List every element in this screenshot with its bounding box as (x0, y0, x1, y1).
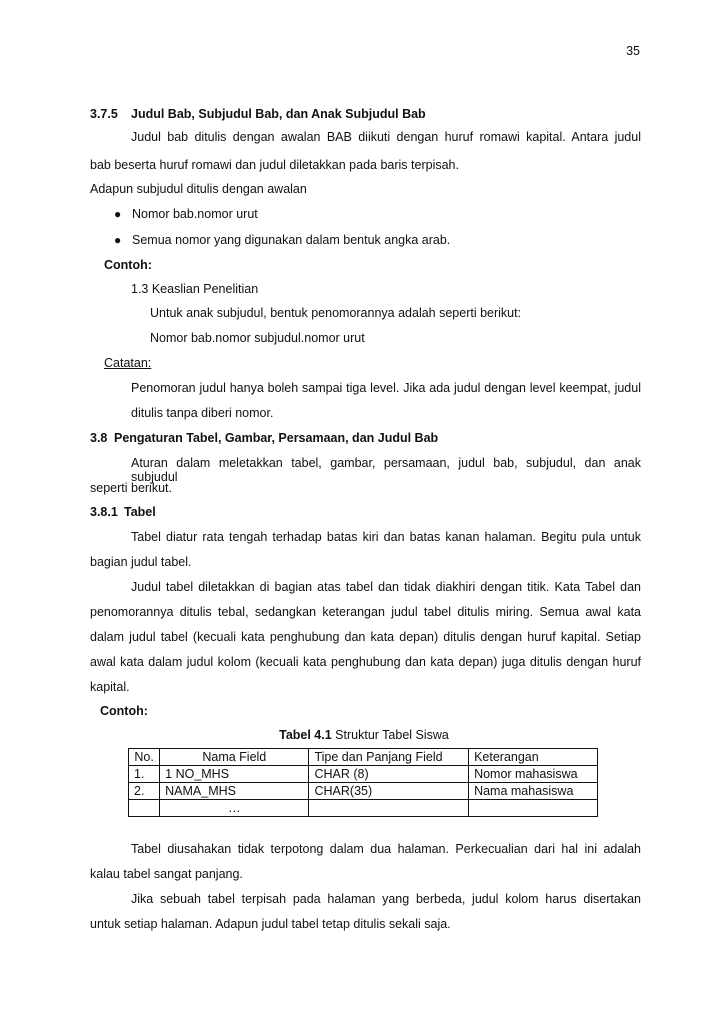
section-title: Judul Bab, Subjudul Bab, dan Anak Subjudul Bab (131, 107, 426, 121)
note-line: ditulis tanpa diberi nomor. (131, 406, 274, 420)
table-header-cell: Tipe dan Panjang Field (309, 749, 469, 766)
paragraph-line: Adapun subjudul ditulis dengan awalan (90, 182, 307, 196)
bullet-icon: ● (114, 233, 122, 247)
table-cell: 2. (129, 783, 160, 800)
paragraph-line: Judul tabel diletakkan di bagian atas tabel dan tidak diakhiri dengan titik. Kata Tabel dan (131, 580, 641, 594)
list-item: Nomor bab.nomor urut (132, 207, 258, 221)
paragraph-line: bagian judul tabel. (90, 555, 192, 569)
paragraph-line: Judul bab ditulis dengan awalan BAB diikuti dengan huruf romawi kapital. Antara judul (131, 130, 641, 144)
paragraph-line: untuk setiap halaman. Adapun judul tabel tetap ditulis sekali saja. (90, 917, 451, 931)
table-cell: … (160, 800, 309, 817)
example-line: Untuk anak subjudul, bentuk penomorannya adalah seperti berikut: (150, 306, 522, 320)
list-item: Semua nomor yang digunakan dalam bentuk angka arab. (132, 233, 451, 247)
table-cell (469, 800, 598, 817)
table-row (129, 766, 598, 783)
paragraph-line: Tabel diatur rata tengah terhadap batas kiri dan batas kanan halaman. Begitu pula untuk (131, 530, 641, 544)
table-cell (129, 800, 160, 817)
table-cell: Nomor mahasiswa (469, 766, 598, 783)
example-heading: 1.3 Keaslian Penelitian (131, 282, 259, 296)
table-header-cell: Keterangan (469, 749, 598, 766)
table-cell: Nama mahasiswa (469, 783, 598, 800)
table-header-cell: No. (129, 749, 160, 766)
paragraph-line: Tabel diusahakan tidak terpotong dalam dua halaman. Perkecualian dari hal ini adalah (131, 842, 641, 856)
table-cell: NAMA_MHS (160, 783, 309, 800)
table-cell: CHAR(35) (309, 783, 469, 800)
field-structure-table (128, 748, 598, 817)
paragraph-line: awal kata dalam judul kolom (kecuali kata penghubung dan kata depan) juga ditulis dengan huruf (90, 655, 641, 669)
example-line: Nomor bab.nomor subjudul.nomor urut (150, 331, 365, 345)
table-cell: CHAR (8) (309, 766, 469, 783)
note-line: Penomoran judul hanya boleh sampai tiga level. Jika ada judul dengan level keempat, judul (131, 381, 641, 395)
paragraph-line: penomorannya ditulis tebal, sedangkan keterangan judul tabel ditulis miring. Semua awal kata (90, 605, 641, 619)
table-caption-title: Struktur Tabel Siswa (335, 728, 449, 742)
paragraph-line: bab beserta huruf romawi dan judul diletakkan pada baris terpisah. (90, 158, 459, 172)
table-caption-label: Tabel 4.1 (279, 728, 332, 742)
section-number: 3.8 (90, 431, 108, 445)
table-header-row (129, 749, 598, 766)
bullet-icon: ● (114, 207, 122, 221)
table-row (129, 800, 598, 817)
page-number: 35 (626, 44, 640, 58)
paragraph-line: kapital. (90, 680, 130, 694)
paragraph-line: dalam judul tabel (kecuali kata penghubung dan kata depan) ditulis dengan huruf kapital. Setiap (90, 630, 641, 644)
table-cell: 1. (129, 766, 160, 783)
section-number: 3.8.1 (90, 505, 118, 519)
table-row (129, 783, 598, 800)
table-header-cell: Nama Field (160, 749, 309, 766)
paragraph-line: Jika sebuah tabel terpisah pada halaman yang berbeda, judul kolom harus disertakan (131, 892, 641, 906)
example-label: Contoh: (100, 704, 148, 718)
paragraph-line: seperti berikut. (90, 481, 172, 495)
section-title: Pengaturan Tabel, Gambar, Persamaan, dan Judul Bab (114, 431, 439, 445)
note-label: Catatan: (104, 356, 152, 370)
table-cell (309, 800, 469, 817)
table-caption (0, 728, 728, 742)
table-cell: 1 NO_MHS (160, 766, 309, 783)
section-title: Tabel (124, 505, 156, 519)
paragraph-line: Aturan dalam meletakkan tabel, gambar, persamaan, judul bab, subjudul, dan anak subjudul (131, 456, 641, 484)
section-number: 3.7.5 (90, 107, 118, 121)
paragraph-line: kalau tabel sangat panjang. (90, 867, 243, 881)
example-label: Contoh: (104, 258, 152, 272)
